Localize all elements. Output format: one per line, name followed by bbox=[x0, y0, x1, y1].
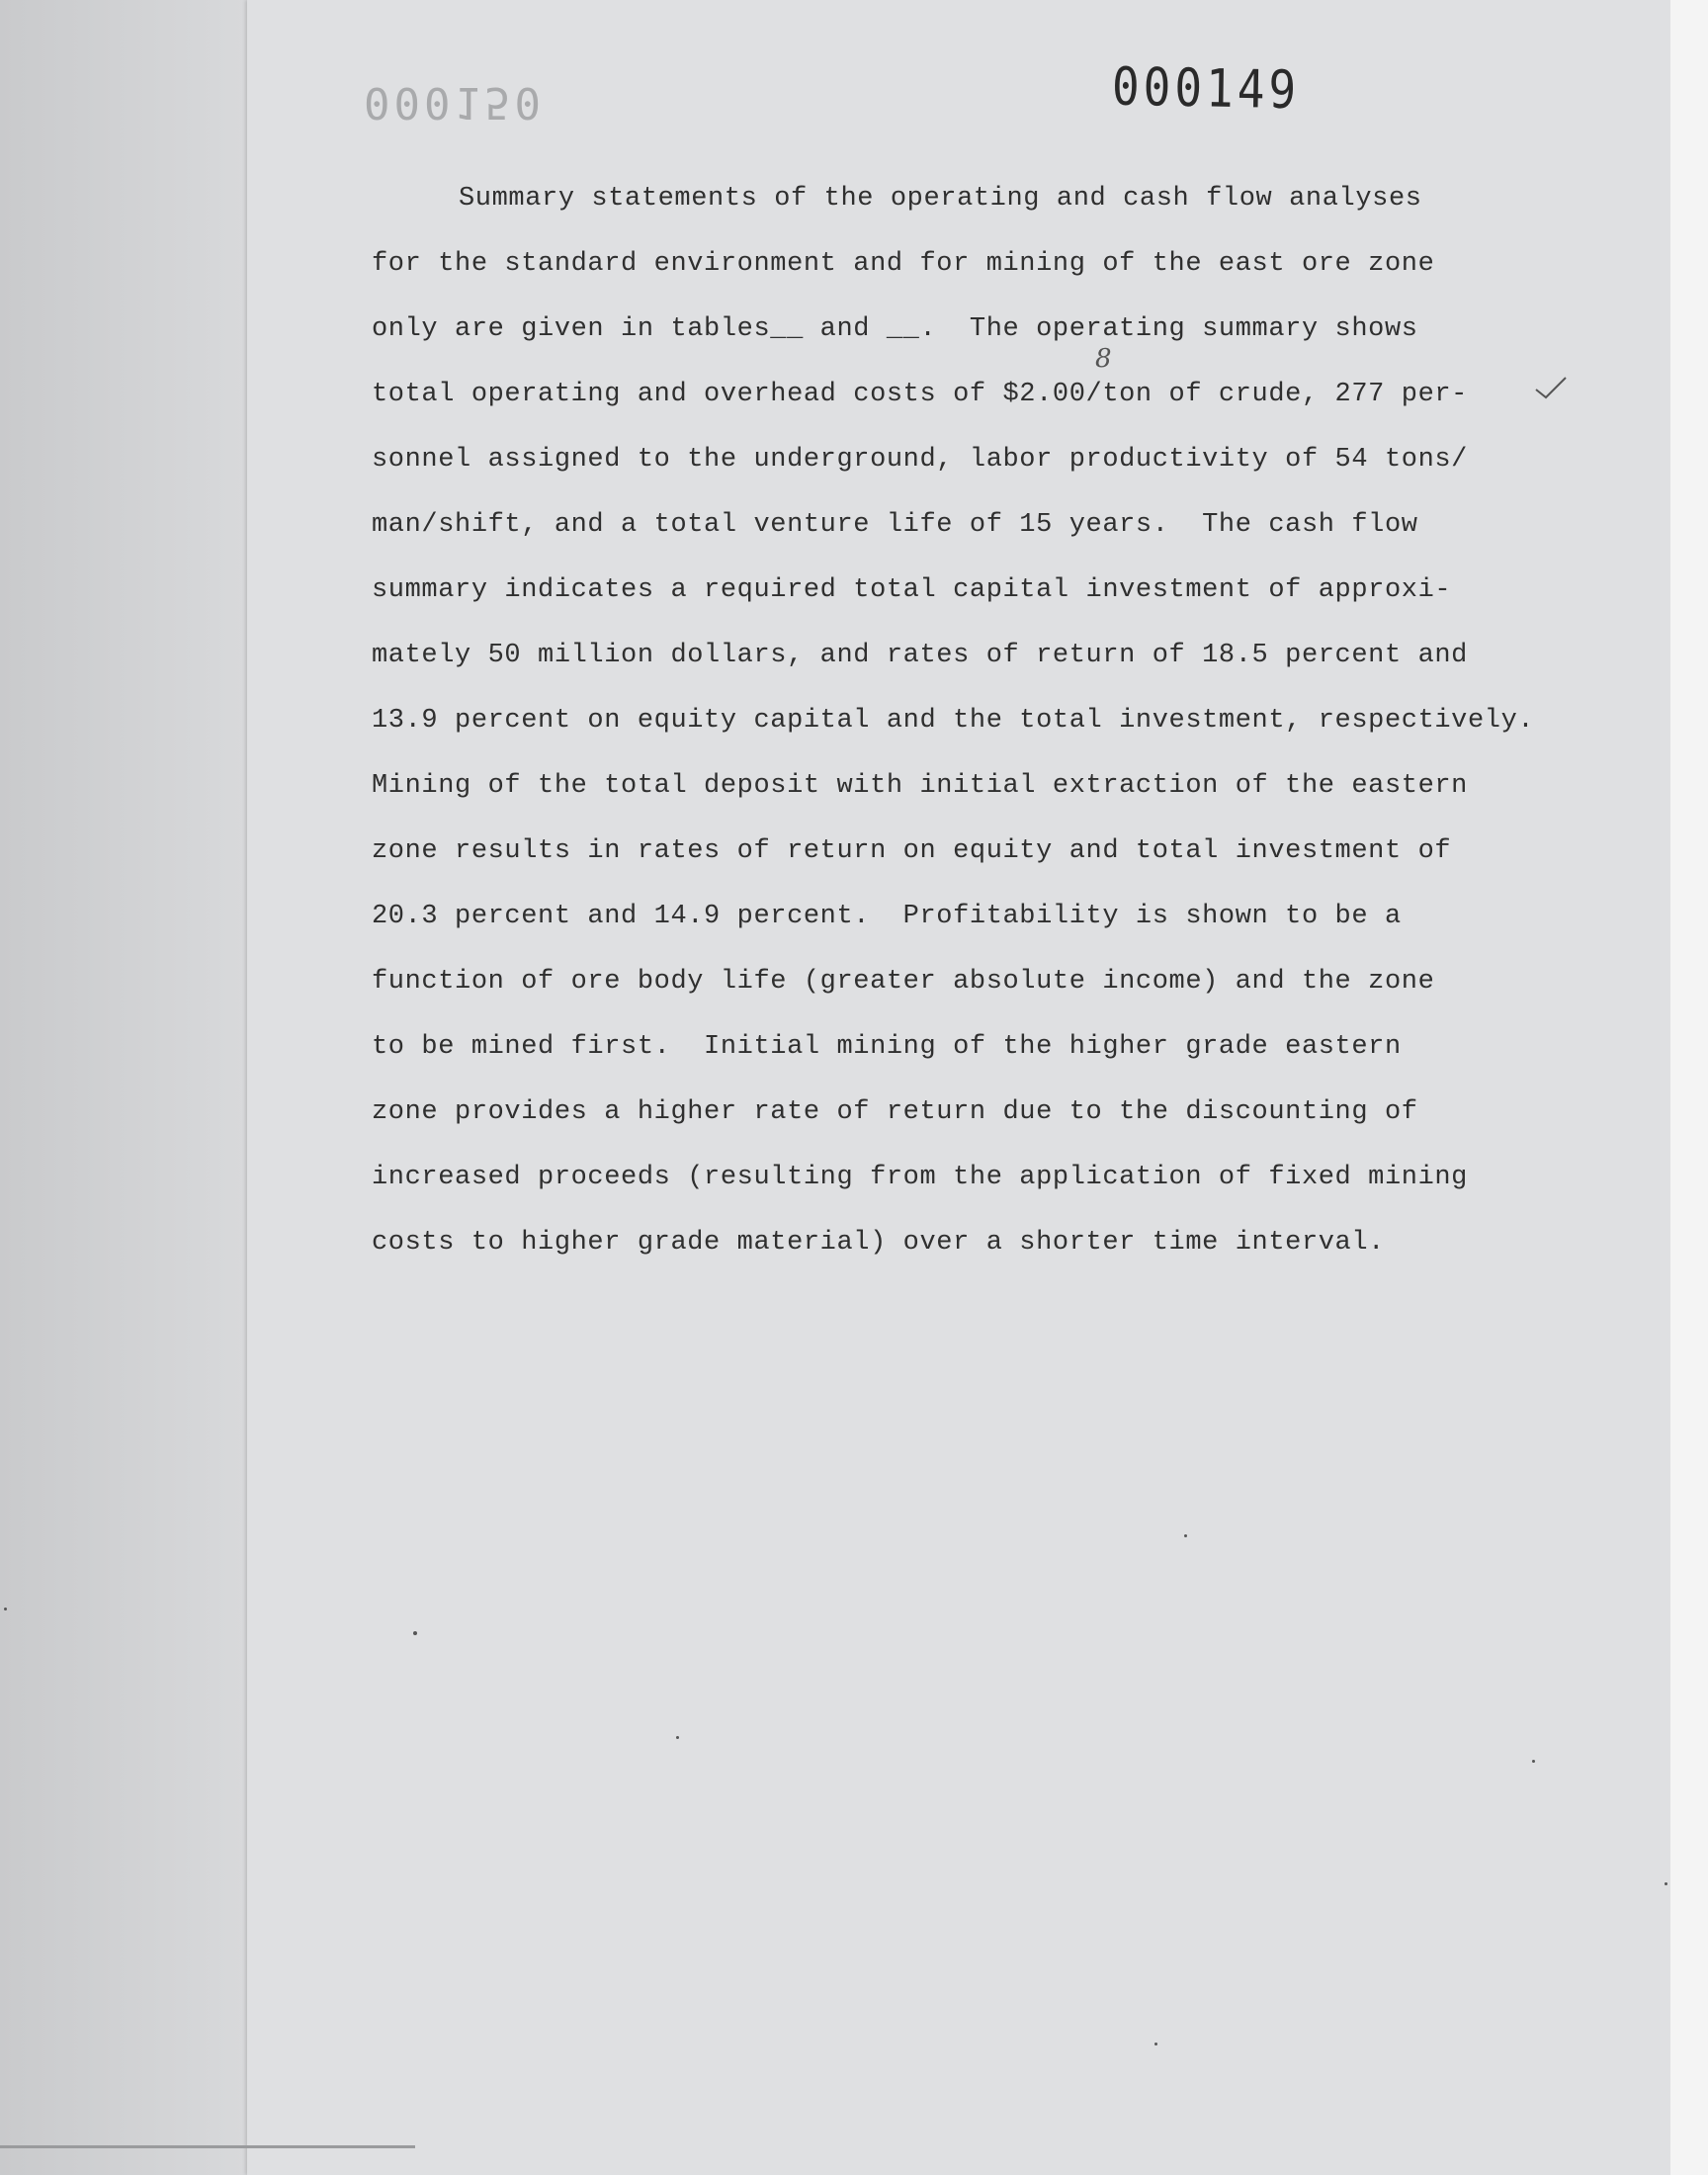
paragraph-line: only are given in tables__ and __. The operating summary shows bbox=[372, 314, 1418, 344]
scan-speck bbox=[413, 1631, 417, 1635]
scan-bottom-edge bbox=[0, 2145, 415, 2148]
paragraph-line: Summary statements of the operating and cash flow analyses bbox=[459, 184, 1422, 214]
scan-speck bbox=[1532, 1760, 1535, 1763]
paragraph-line: 13.9 percent on equity capital and the total investment, respectively. bbox=[372, 706, 1535, 736]
summary-paragraph bbox=[372, 166, 1558, 1275]
paragraph-line: function of ore body life (greater absolute income) and the zone bbox=[372, 967, 1435, 997]
paragraph-line: to be mined first. Initial mining of the higher grade eastern bbox=[372, 1032, 1402, 1062]
handwritten-correction: 8 bbox=[1095, 344, 1112, 374]
scan-speck bbox=[1184, 1534, 1187, 1537]
scan-right-edge bbox=[1670, 0, 1708, 2175]
scan-speck bbox=[676, 1736, 679, 1739]
scan-speck bbox=[4, 1608, 7, 1610]
paragraph-line: costs to higher grade material) over a shorter time interval. bbox=[372, 1228, 1385, 1258]
paragraph-line: total operating and overhead costs of $2.00/ton of crude, 277 per- bbox=[372, 380, 1468, 409]
bleed-through-stamp: 000150 bbox=[364, 77, 545, 128]
paragraph-line: summary indicates a required total capital investment of approxi- bbox=[372, 575, 1452, 605]
paragraph-line: mately 50 million dollars, and rates of return of 18.5 percent and bbox=[372, 641, 1468, 670]
scan-speck bbox=[1154, 2043, 1157, 2045]
page-number-stamp: 000149 bbox=[1111, 55, 1301, 121]
paragraph-line: zone results in rates of return on equity and total investment of bbox=[372, 836, 1452, 866]
paragraph-line: for the standard environment and for mining of the east ore zone bbox=[372, 249, 1435, 279]
paragraph-line: increased proceeds (resulting from the application of fixed mining bbox=[372, 1163, 1468, 1192]
paragraph-line: zone provides a higher rate of return due to the discounting of bbox=[372, 1097, 1418, 1127]
paragraph-line: sonnel assigned to the underground, labor productivity of 54 tons/ bbox=[372, 445, 1468, 475]
paragraph-line: man/shift, and a total venture life of 15 years. The cash flow bbox=[372, 510, 1418, 540]
paragraph-line: 20.3 percent and 14.9 percent. Profitability is shown to be a bbox=[372, 902, 1402, 931]
paragraph-line: Mining of the total deposit with initial extraction of the eastern bbox=[372, 771, 1468, 801]
scan-left-margin bbox=[0, 0, 247, 2175]
scan-speck bbox=[1665, 1882, 1667, 1885]
